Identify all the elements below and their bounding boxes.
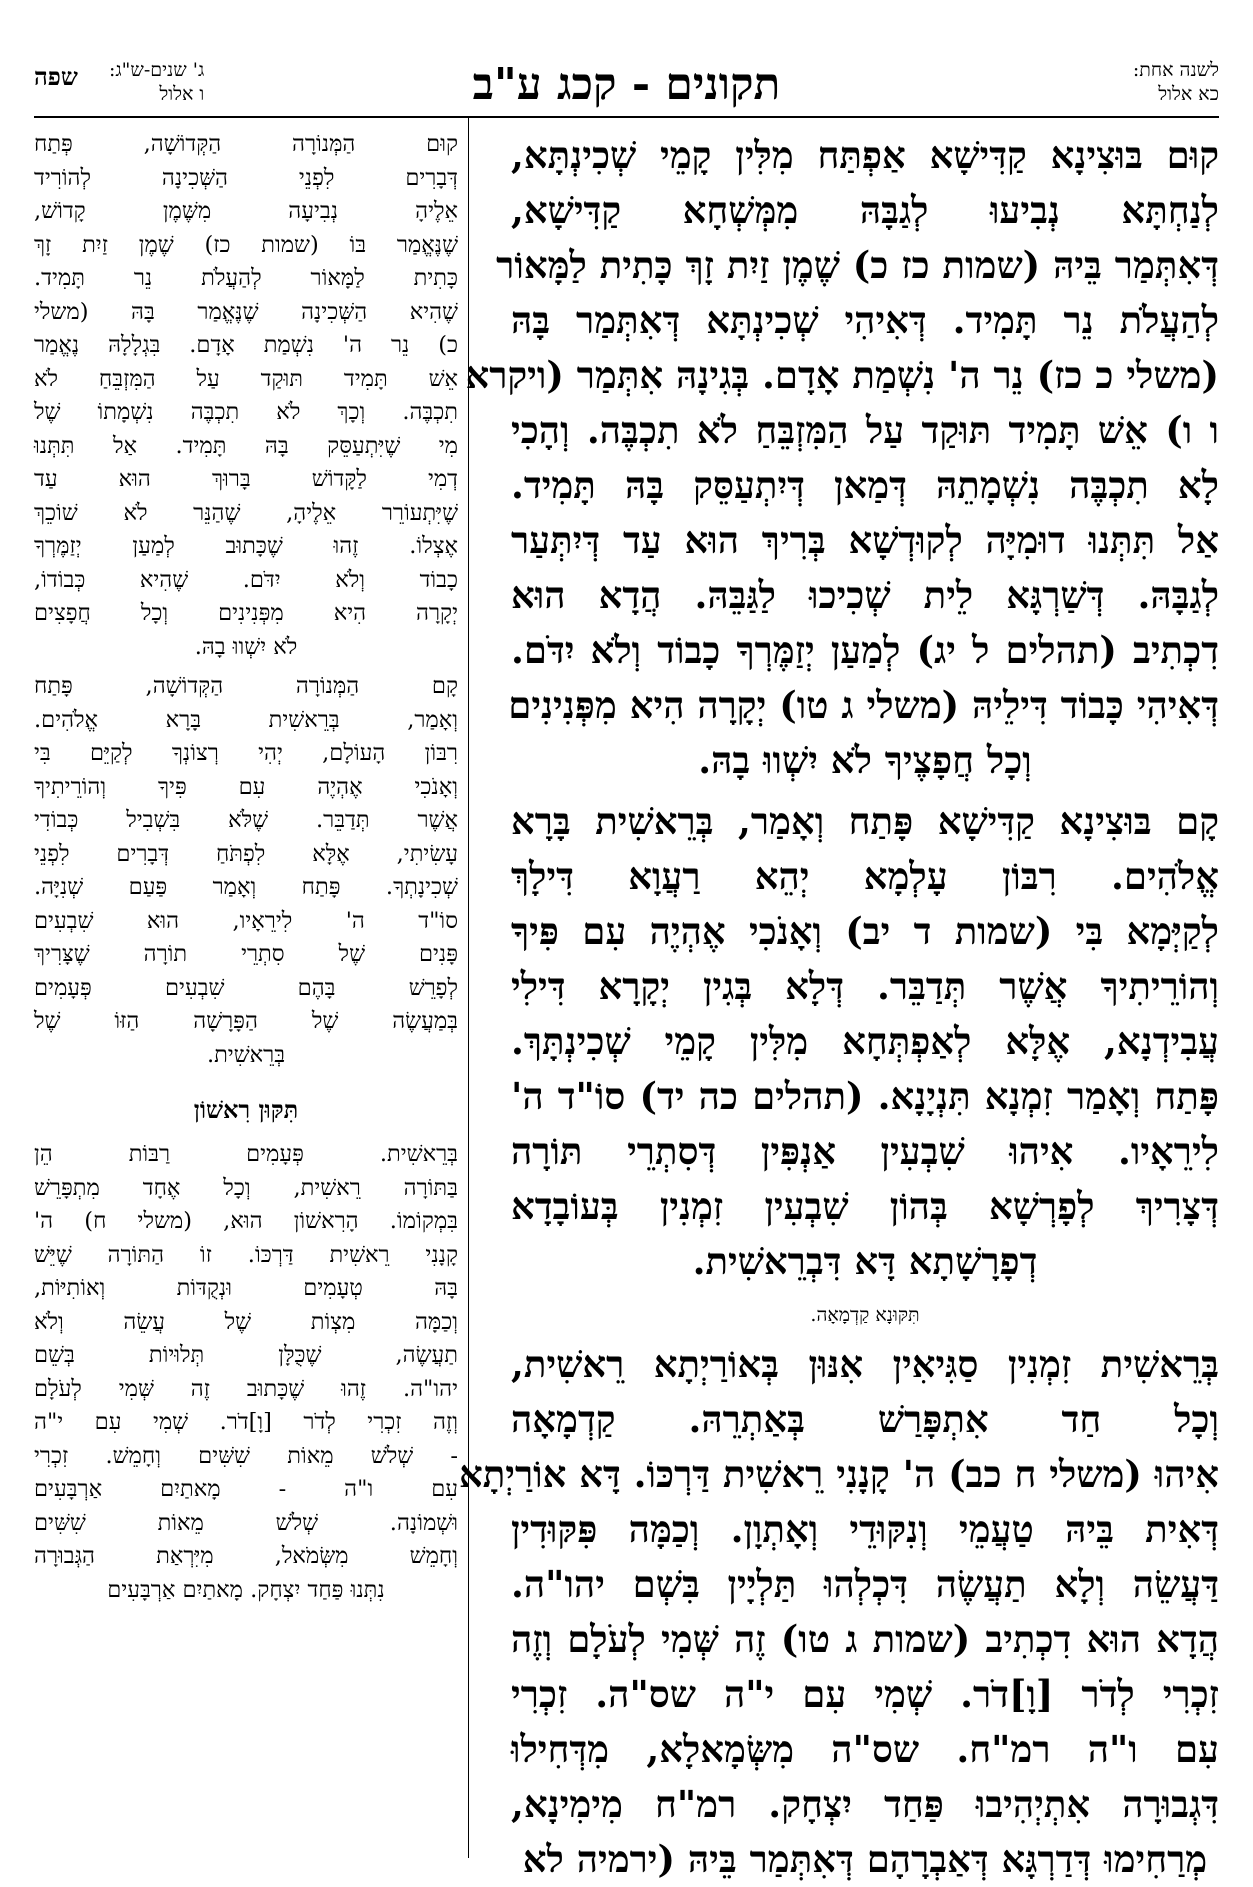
text-line: נִתְּנוּ פַּחַד יִצְחָק. מָאתַיִם אַרְבָּעִים <box>107 1576 385 1603</box>
text-line: דְּצָרִיךְ לְפָרְשָׁא בְּהוֹן שִׁבְעִין זִמְנִין בְּעוֹבָדָא <box>511 1184 1219 1228</box>
text-line: לִירֵאָיו. אִיהוּ שִׁבְעִין אַנְפִּין דְּסִתְרֵי תּוֹרָה <box>511 1129 1219 1173</box>
text-line: ו ו) אֵשׁ תָּמִיד תּוּקַד עַל הַמִּזְבֵּחַ לֹא תִכְבֶּה. וְהָכִי <box>511 408 1219 452</box>
text-line: דְּאִית בֵּיהּ טַעֲמֵי וְנִקּוּדֵי וְאָתְוָן. וְכַמָּה פִּקּוּדִין <box>511 1507 1219 1551</box>
text-line: אֵלֶיהָ נְבִיעָה מִשֶּׁמֶן קָדוֹשׁ, <box>34 198 458 224</box>
text-line: בְּרֵאשִׁית. פְּעָמִים רַבּוֹת הֵן <box>34 1141 458 1167</box>
text-line: עִם ו"ה - מָאתַיִם אַרְבָּעִים <box>34 1476 458 1502</box>
text-line: דִכְתִיב (תהלים ל יג) לְמַעַן יְזַמֶּרְךָ כָבוֹד וְלֹא יִדֹּם. <box>511 628 1219 672</box>
schedule-label: ג' שנים-ש"ג: <box>109 59 205 81</box>
text-line: וְכַמָּה מִצְוֹת שֶׁל עֲשֵׂה וְלֹא <box>34 1308 458 1335</box>
text-line: דְּאִתְּמַר בֵּיהּ (שמות כז כ) שֶׁמֶן זַיִת זָךְ כָּתִית לַמָּאוֹר <box>496 243 1219 287</box>
text-line: וְזֶה זִכְרִי לְדֹר [וָ]דֹר. שְׁמִי עִם י"ה <box>34 1409 458 1435</box>
schedule-date: ו אלול <box>159 83 205 105</box>
text-line: לָא תִכְבֶּה נִשְׁמָתֵהּ דְּמַאן דְּיִתְעַסֵּק בָּהּ תָּמִיד. <box>511 463 1219 507</box>
text-line: יהו"ה. זֶהוּ שֶׁכָּתוּב זֶה שְּׁמִי לְעֹלָם <box>34 1375 458 1402</box>
text-line: דְפָרָשָׁתָא דָּא דִּבְרֵאשִׁית. <box>692 1239 1038 1283</box>
text-line: תִכְבֶּה. וְכָךְ לֹא תִכְבֶּה נִשְׁמָתוֹ שֶׁל <box>34 399 458 425</box>
text-line: סוֹ"ד ה' לִירֵאָיו, הוּא שִׁבְעִים <box>34 907 458 934</box>
text-line: כ) נֵר ה' נִשְׁמַת אָדָם. בִּגְלָלָהּ נֶאֱמַר <box>34 332 458 358</box>
schedule-label: לשנה אחת: <box>1132 59 1219 81</box>
schedule-date: כא אלול <box>1158 83 1219 105</box>
page-header <box>34 58 1219 118</box>
hebrew-translation-column <box>34 128 458 1858</box>
text-line: לְגַבָּהּ. דְּשַׁרְגָּא לֵית שְׁכִיכוּ לַגַּבֵּהּ. הֲדָא הוּא <box>511 573 1219 617</box>
text-line: כָּתִית לַמָּאוֹר לְהַעֲלֹת נֵר תָּמִיד. <box>34 265 458 291</box>
header-divider <box>34 116 1219 118</box>
side-paragraph-3 <box>34 1138 458 1607</box>
text-line: עִם ו"ה רמ"ח. שס"ה מִשְּׂמָאלָא, מִדְּחִילוּ <box>511 1727 1219 1771</box>
text-line: לְהַעֲלֹת נֵר תָּמִיד. דְּאִיהִי שְׁכִינְתָּא דְּאִתְּמַר בָּהּ <box>511 298 1219 342</box>
text-line: (משלי כ כז) נֵר ה' נִשְׁמַת אָדָם. בְּגִינָהּ אִתְּמַר (ויקרא <box>465 353 1219 397</box>
text-line: בְּרֵאשִׁית זִמְנִין סַגִּיאִין אִנּוּן בְּאוֹרַיְתָא רֵאשִׁית, <box>511 1342 1219 1386</box>
text-line: שֶׁיִּתְעוֹרֵר אֵלֶיהָ, שֶׁהַנֵּר לֹא שׁוֹכֵךְ <box>34 499 458 526</box>
text-line: דִּגְבוּרָה אִתְיְהִיבוּ פַּחַד יִצְחָק. רמ"ח מִימִינָא, <box>511 1782 1219 1826</box>
text-line: אֱלֹהִים. רִבּוֹן עָלְמָא יְהֵא רַעֲוָא דִּילָךְ <box>511 854 1219 898</box>
text-line: בְּרֵאשִׁית. <box>206 1041 286 1068</box>
page-number: שפה <box>34 62 78 91</box>
text-line: דַּעֲשֵׂה וְלָא תַעֲשֶׂה דִּכְלְהוּ תַּלְיָין בִּשְׁם יהו"ה. <box>511 1562 1219 1606</box>
section-heading: תִּקּוּנָא קַדְמָאָה. <box>810 1304 920 1326</box>
text-line: דְּבָרִים לִפְנֵי הַשְּׁכִינָה לְהוֹרִיד <box>34 164 458 191</box>
text-line: זִכְרִי לְדֹר [וָ]דֹר. שְׁמִי עִם י"ה שס"ה. זִכְרִי <box>511 1672 1219 1716</box>
text-line: וְכָל חַד אִתְפָּרַשׁ בְּאַתְרֵהּ. קַדְמָאָה <box>511 1397 1219 1441</box>
main-paragraph-3 <box>458 1337 1219 1887</box>
text-line: אֶצְלוֹ. זֶהוּ שֶׁכָּתוּב לְמַעַן יְזַמֶּרְךָ <box>34 533 458 559</box>
aramaic-main-column <box>458 128 1219 1881</box>
side-paragraph-2 <box>34 670 458 1072</box>
text-line: בִּמְקוֹמוֹ. הָרִאשׁוֹן הוּא, (משלי ח) ה' <box>34 1208 458 1234</box>
text-line: וּשְׁמוֹנָה. שְׁלֹשׁ מֵאוֹת שִׁשִּׁים <box>34 1509 458 1536</box>
text-line: וְחָמֵשׁ מִשְּׂמֹאל, מִיִּרְאַת הַגְּבוּרָה <box>34 1543 458 1569</box>
text-line: מְרַחִימוּ דְּדַרְגָּא דְּאַבְרָהָם דְּאִתְּמַר בֵּיהּ (ירמיה לא <box>522 1837 1208 1881</box>
text-line: קוּם הַמְּנוֹרָה הַקְּדוֹשָׁה, פְּתַח <box>34 131 458 157</box>
text-line: אֲשֶׁר תְּדַבֵּר. שֶׁלֹּא בִּשְׁבִיל כְּבוֹדִי <box>34 807 458 833</box>
text-line: לֹא יִשְׁווּ בָהּ. <box>194 633 298 660</box>
text-line: פָּתַח וְאָמַר זִמְנָא תִּנְיָנָא. (תהלים כה יד) סוֹ"ד ה' <box>511 1074 1219 1118</box>
text-line: שְׁכִינָתְךָ. פָּתַח וְאָמַר פַּעַם שְׁנִיָּה. <box>34 874 458 900</box>
text-line: - שְׁלֹשׁ מֵאוֹת שִׁשִּׁים וְחָמֵשׁ. זִכְרִי <box>34 1442 458 1469</box>
text-line: קוּם בּוּצִינָא קַדִּישָׁא אַפְתַּח מִלִּין קָמֵי שְׁכִינְתָּא, <box>511 133 1219 177</box>
daily-schedule-three-years <box>109 58 204 106</box>
text-line: מִי שֶׁיִּתְעַסֵּק בָּהּ תָּמִיד. אַל תִּתְּנוּ <box>34 432 458 459</box>
text-line: בְּמַעֲשֶׂה שֶׁל הַפָּרָשָׁה הַזּוֹ שֶׁל <box>34 1008 458 1034</box>
side-paragraph-1 <box>34 128 458 664</box>
text-line: קָם בּוּצִינָא קַדִּישָׁא פָּתַח וְאָמַר, בְּרֵאשִׁית בָּרָא <box>511 799 1219 843</box>
text-line: קָנָנִי רֵאשִׁית דַּרְכּוֹ. זוֹ הַתּוֹרָה שֶׁיֵּשׁ <box>34 1241 458 1268</box>
text-line: לְנַחְתָּא נְבִיעוּ לְגַבָּהּ מִמְּשְׁחָא קַדִּישָׁא, <box>511 188 1219 232</box>
text-line: וְאָנֹכִי אֶהְיֶה עִם פִּיךָ וְהוֹרֵיתִיךָ <box>34 773 458 800</box>
text-line: עָשִׂיתִי, אֶלָּא לִפְתֹּחַ דְּבָרִים לִפְנֵי <box>34 840 458 867</box>
text-line: וְאָמַר, בְּרֵאשִׁית בָּרָא אֱלֹהִים. <box>34 706 458 733</box>
text-line: הֲדָא הוּא דִכְתִיב (שמות ג טו) זֶה שְּׁמִי לְעֹלָם וְזֶה <box>511 1617 1219 1661</box>
text-line: עֲבִידְנָא, אֶלָּא לְאַפְתְּחָא מִלִּין קָמֵי שְׁכִינְתָּךְ. <box>511 1019 1219 1063</box>
text-line: אֵשׁ תָּמִיד תּוּקַד עַל הַמִּזְבֵּחַ לֹא <box>34 365 458 392</box>
text-line: וְכָל חֲפָצֶיךָ לֹא יִשְׁווּ בָהּ. <box>698 738 1032 782</box>
text-line: תַעֲשֶׂה, שֶׁכֻּלָּן תְּלוּיוֹת בְּשֵׁם <box>34 1342 458 1368</box>
main-paragraph-1 <box>465 128 1219 788</box>
text-line: בַּתּוֹרָה רֵאשִׁית, וְכָל אֶחָד מִתְפָּרֵשׁ <box>34 1174 458 1201</box>
text-line: אַל תִּתְּנוּ דוּמִיָּה לְקוּדְשָׁא בְּרִיךְ הוּא עַד דְּיִתְּעַר <box>511 518 1219 562</box>
text-line: קָם הַמְּנוֹרָה הַקְּדוֹשָׁה, פָּתַח <box>34 673 458 699</box>
text-line: לְקַיְּמָא בִּי (שמות ד יב) וְאָנֹכִי אֶהְיֶה עִם פִּיךָ <box>511 909 1219 953</box>
text-line: שֶׁנֶּאֱמַר בּוֹ (שמות כז) שֶׁמֶן זַיִת זָךְ <box>34 231 458 258</box>
page-title: תקונים - קכג ע"ב <box>472 59 781 110</box>
main-paragraph-2 <box>511 794 1219 1289</box>
text-line: לְפָרֵשׁ בָּהֶם שִׁבְעִים פְּעָמִים <box>34 974 458 1001</box>
text-line: פָּנִים שֶׁל סִתְרֵי תוֹרָה שֶׁצָּרִיךְ <box>34 941 458 967</box>
text-line: דְמִי לַקָּדוֹשׁ בָּרוּךְ הוּא עַד <box>34 466 458 492</box>
text-line: יְקָרָה הִיא מִפְּנִינִים וְכָל חֲפָצִים <box>34 600 458 626</box>
text-line: כָבוֹד וְלֹא יִדֹּם. שֶׁהִיא כְּבוֹדוֹ, <box>34 566 458 593</box>
text-line: אִיהוּ (משלי ח כב) ה' קָנָנִי רֵאשִׁית דַּרְכּוֹ. דָּא אוֹרַיְתָא <box>458 1452 1219 1496</box>
text-line: רִבּוֹן הָעוֹלָם, יְהִי רְצוֹנְךָ לְקַיֵּם בִּי <box>34 740 458 766</box>
text-line: וְהוֹרֵיתִיךָ אֲשֶׁר תְּדַבֵּר. דְּלָא בְּגִין יְקָרָא דִּילִי <box>511 964 1219 1008</box>
text-line: שֶׁהִיא הַשְּׁכִינָה שֶׁנֶּאֱמַר בָּהּ (משלי <box>34 298 458 325</box>
side-section-heading: תִּקּוּן רִאשׁוֹן <box>193 1095 299 1124</box>
text-line: דְּאִיהִי כָּבוֹד דִּילֵיהּ (משלי ג טו) יְקָרָה הִיא מִפְּנִינִים <box>508 683 1219 727</box>
text-line: בָּהּ טְעָמִים וּנְקֻדּוֹת וְאוֹתִיּוֹת, <box>34 1275 458 1301</box>
